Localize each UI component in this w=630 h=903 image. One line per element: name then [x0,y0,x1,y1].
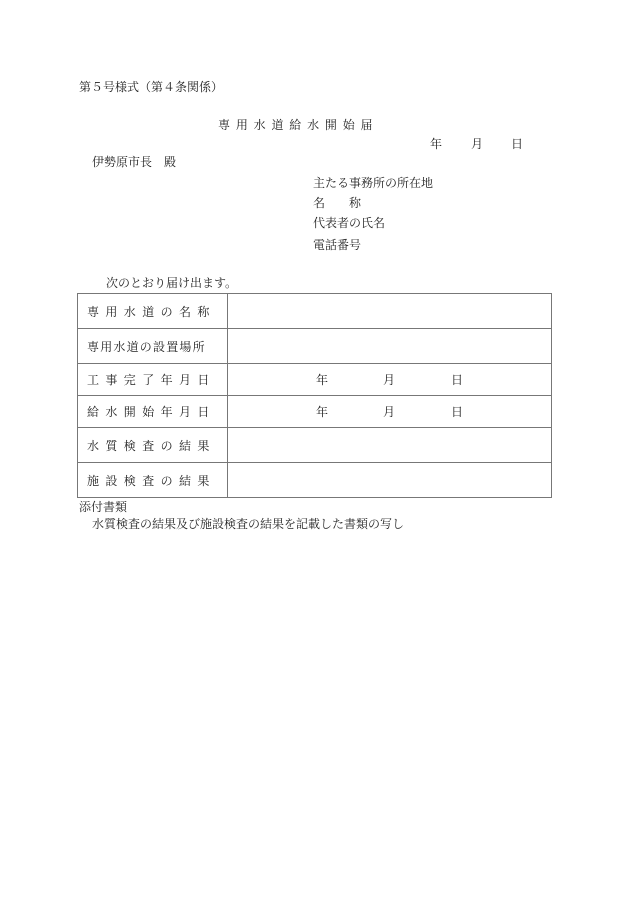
date-day: 日 [511,137,524,151]
table-row [78,329,552,364]
address-label: 主たる事務所の所在地 [313,176,434,190]
phone-label: 電話番号 [313,238,362,252]
document-title: 専 用 水 道 給 水 開 始 届 [218,118,374,132]
date-year: 年 [430,137,443,151]
row-label: 施設検査の結果 [78,463,228,498]
date-month: 月 [471,137,484,151]
attachments-item: 水質検査の結果及び施設検査の結果を記載した書類の写し [92,517,405,531]
intro-text: 次のとおり届け出ます。 [106,276,238,290]
row-label: 専用水道の名称 [78,294,228,329]
year-label: 年 [316,373,329,387]
row-label: 給水開始年月日 [78,396,228,428]
row-value-input[interactable] [228,329,552,364]
row-value-input[interactable] [228,463,552,498]
day-label: 日 [451,373,464,387]
row-value-input[interactable] [228,428,552,463]
application-table [77,293,552,498]
row-value-input[interactable] [228,294,552,329]
name-label: 名 称 [313,196,362,210]
table-row [78,364,552,396]
row-label: 専用水道の設置場所 [78,329,228,364]
table-row [78,396,552,428]
form-number: 第５号様式（第４条関係） [79,80,224,94]
row-label: 水質検査の結果 [78,428,228,463]
supply-start-date-input[interactable] [228,396,552,428]
month-label: 月 [383,373,396,387]
table-row [78,463,552,498]
row-label: 工事完了年月日 [78,364,228,396]
attachments-heading: 添付書類 [79,500,128,514]
representative-label: 代表者の氏名 [313,216,386,230]
table-row [78,294,552,329]
month-label: 月 [383,405,396,419]
table-row [78,428,552,463]
day-label: 日 [451,405,464,419]
completion-date-input[interactable] [228,364,552,396]
addressee: 伊勢原市長 殿 [92,155,177,169]
year-label: 年 [316,405,329,419]
